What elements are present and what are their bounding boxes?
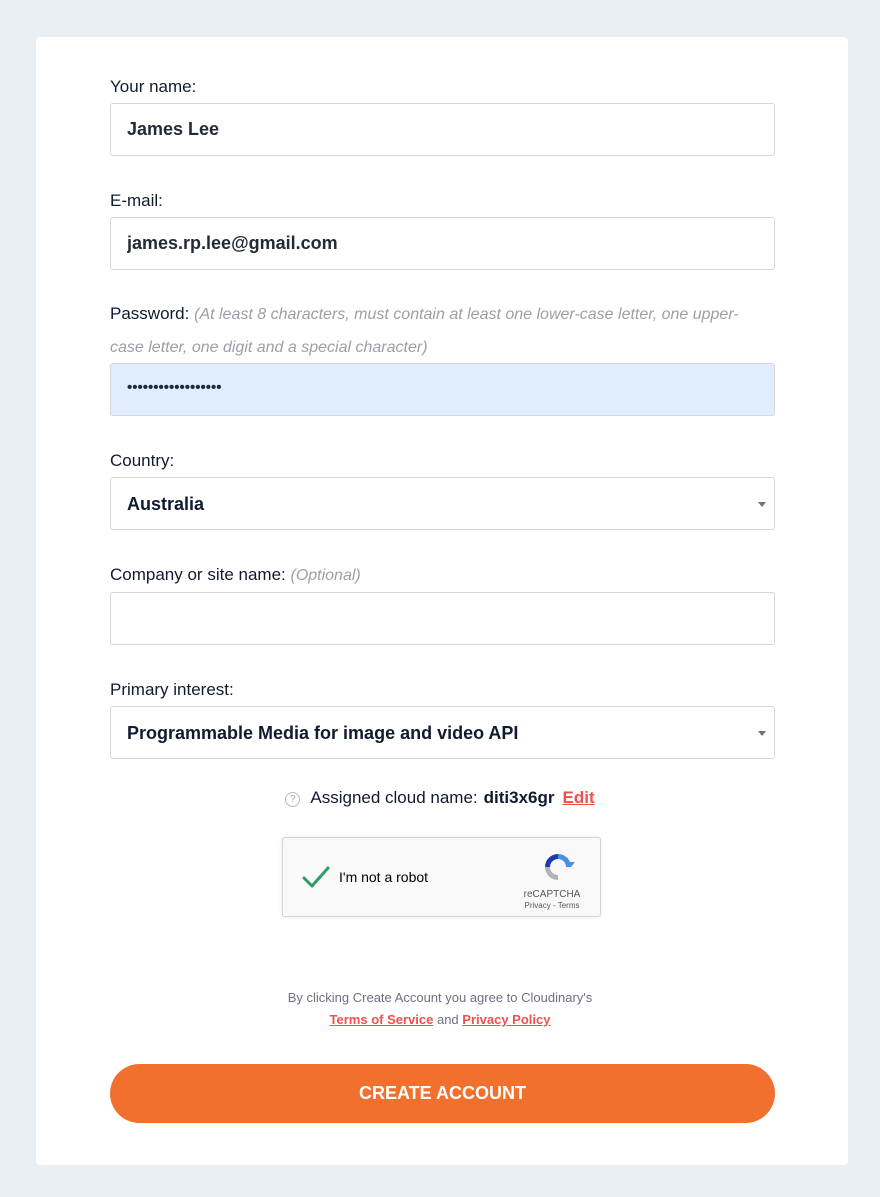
recaptcha-privacy-link[interactable]: Privacy [524,901,551,910]
password-label-row [110,298,750,364]
terms-of-service-link[interactable]: Terms of Service [329,1012,434,1027]
caret-down-icon [758,502,766,507]
email-input[interactable] [110,217,775,270]
recaptcha-label: I'm not a robot [339,869,429,885]
create-account-button[interactable]: CREATE ACCOUNT [110,1064,775,1123]
agreement-text [0,987,880,1031]
cloud-name-value: diti3x6gr [483,788,555,807]
privacy-policy-link[interactable]: Privacy Policy [462,1012,551,1027]
recaptcha-terms-link[interactable]: Terms [557,901,580,910]
edit-cloud-name-link[interactable]: Edit [562,788,595,807]
company-hint: (Optional) [290,567,361,584]
company-label-row [110,565,361,586]
interest-selected-value: Programmable Media for image and video API [127,723,519,743]
password-hint: (At least 8 characters, must contain at least one lower-case letter, one upper-case letter, one digit and a special character) [110,306,739,356]
recaptcha-links [511,901,593,910]
email-label: E-mail: [110,191,163,210]
recaptcha-brand: reCAPTCHA [523,889,581,900]
cloud-name-label: Assigned cloud name: [310,788,478,807]
password-label: Password: [110,304,190,323]
interest-select[interactable] [110,706,775,759]
country-selected-value: Australia [127,494,205,514]
cloud-name-row [0,787,880,809]
password-masked-value: •••••••••••••••••• [127,379,222,396]
checkmark-icon[interactable] [301,862,331,892]
company-label: Company or site name: [110,565,286,584]
name-label: Your name: [110,77,197,96]
name-input[interactable] [110,103,775,156]
recaptcha-logo-icon [541,850,575,884]
company-input[interactable] [110,592,775,645]
recaptcha-widget [282,837,601,917]
country-select[interactable] [110,477,775,530]
help-icon[interactable]: ? [285,792,300,807]
agreement-and: and [433,1012,463,1027]
recaptcha-links-separator: - [550,901,558,910]
caret-down-icon [758,731,766,736]
interest-label: Primary interest: [110,680,234,699]
agreement-links-row [0,1009,880,1031]
country-label: Country: [110,451,175,470]
agreement-prefix: By clicking Create Account you agree to Cloudinary's [287,990,593,1005]
